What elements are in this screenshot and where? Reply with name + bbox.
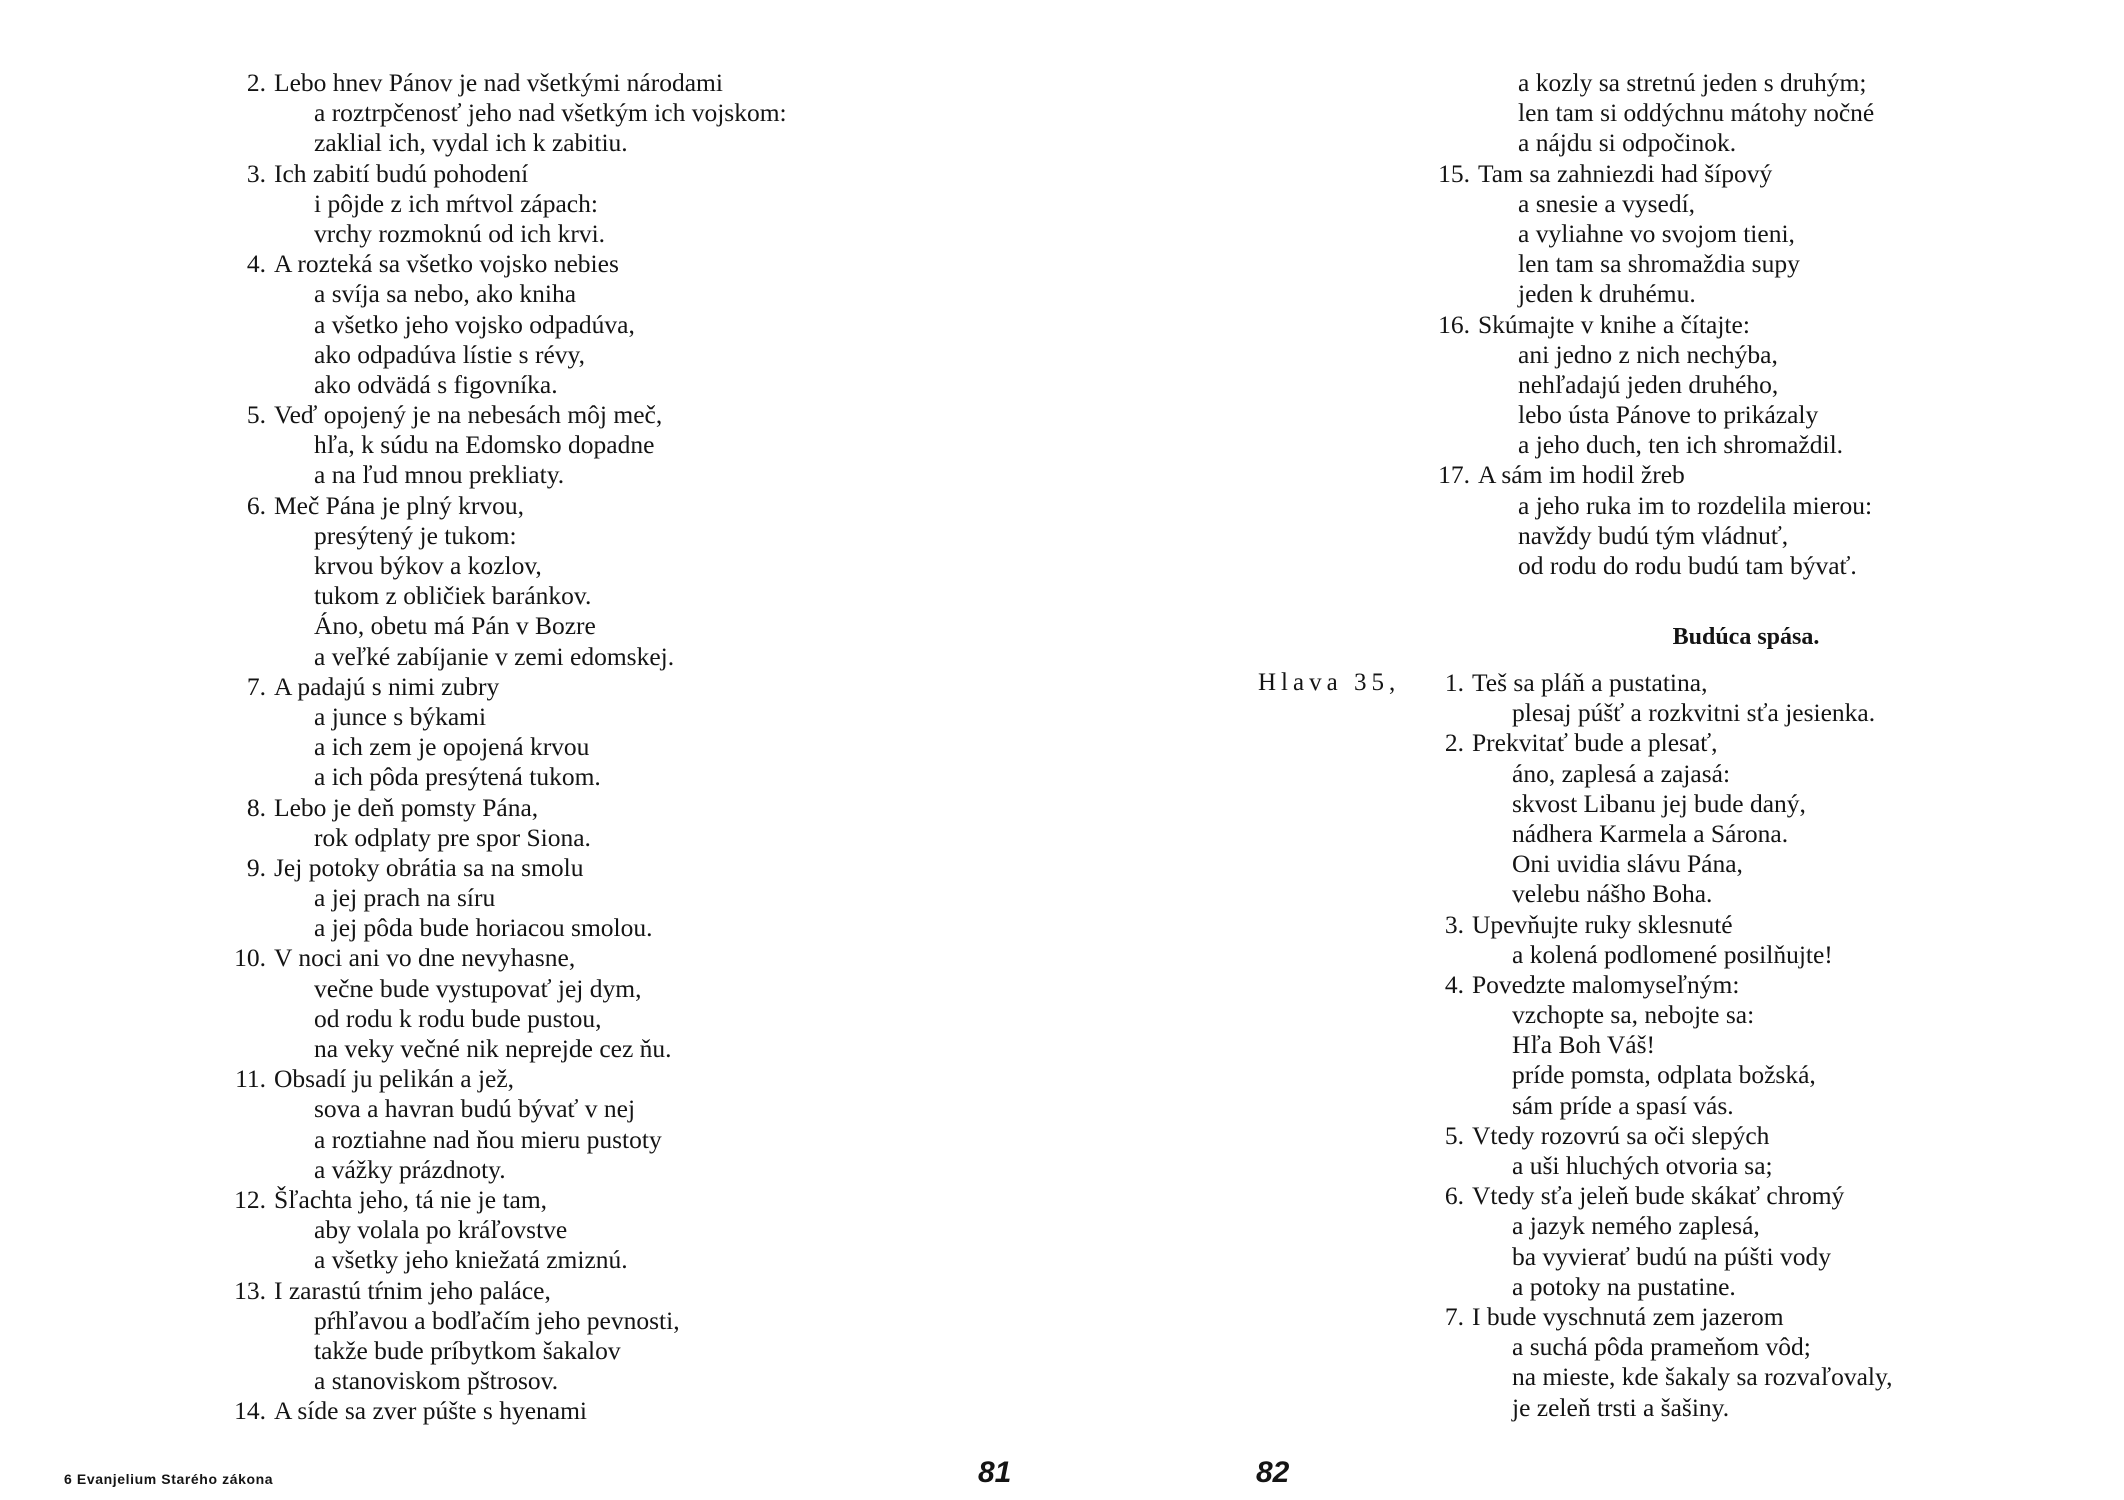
verse-line (226, 974, 1006, 1004)
verse-line (1430, 310, 1990, 340)
verse-text: Oni uvidia slávu Pána, (1512, 849, 1743, 879)
verse-line (1424, 1000, 2024, 1030)
verse-line (1430, 430, 1990, 460)
verse-text: ani jedno z nich nechýba, (1518, 339, 1778, 369)
verse-text: a ich zem je opojená krvou (314, 732, 590, 762)
verse-line (1424, 1060, 2024, 1090)
verse-line (226, 1366, 1006, 1396)
verse-number: 4. (246, 249, 266, 279)
verse-line (1430, 219, 1990, 249)
verse-text: a roztrpčenosť jeho nad všetkým ich vojskom: (314, 98, 787, 128)
verse-text: od rodu do rodu budú tam bývať. (1518, 551, 1857, 580)
verse-text: I bude vyschnutá zem jazerom (1472, 1301, 1784, 1331)
verse-line (1424, 728, 2024, 758)
verse-line (1424, 698, 2024, 728)
chapter-label: Hlava 35, (1258, 669, 1401, 696)
verse-text: a jeho ruka im to rozdelila mierou: (1518, 490, 1873, 520)
verse-line (1424, 1151, 2024, 1181)
verse-number (226, 340, 266, 370)
verse-text: nehľadajú jeden druhého, (1518, 369, 1779, 399)
verse-number (1424, 1362, 1464, 1392)
verse-line (1430, 400, 1990, 430)
verse-text: navždy budú tým vládnuť, (1518, 520, 1789, 550)
verse-text: aby volala po kráľovstve (314, 1215, 568, 1245)
verse-text: velebu nášho Boha. (1512, 879, 1713, 909)
verse-text: a na ľud mnou prekliaty. (314, 460, 565, 490)
verse-text: V noci ani vo dne nevyhasne, (274, 943, 576, 973)
verse-line (226, 68, 1006, 98)
verse-number (1430, 98, 1470, 128)
verse-text: Obsadí ju pelikán a jež, (274, 1064, 515, 1094)
verse-number: 14. (234, 1396, 266, 1426)
verse-number (226, 1125, 266, 1155)
verse-text: lebo ústa Pánove to prikázaly (1518, 400, 1819, 430)
verse-number (1424, 1272, 1464, 1302)
verse-line (226, 551, 1006, 581)
verse-text: Vtedy sťa jeleň bude skákať chromý (1472, 1181, 1845, 1211)
verse-line (226, 1094, 1006, 1124)
verse-number (1424, 1332, 1464, 1362)
verse-line (1424, 1332, 2024, 1362)
verse-text: krvou býkov a kozlov, (314, 551, 542, 580)
verse-text: jeden k druhému. (1518, 279, 1696, 309)
verse-text: skvost Libanu jej bude daný, (1512, 788, 1806, 818)
verse-text: sova a havran budú bývať v nej (314, 1094, 636, 1124)
verse-number (226, 460, 266, 490)
verse-line (226, 430, 1006, 460)
verse-number: 5. (1444, 1120, 1464, 1150)
verse-text: pŕhľavou a bodľačím jeho pevnosti, (314, 1305, 680, 1335)
verse-line (226, 853, 1006, 883)
verse-line (1424, 1393, 2024, 1423)
verse-number (1430, 551, 1470, 581)
verse-number (1430, 370, 1470, 400)
verse-line (226, 581, 1006, 611)
verse-number (1424, 1211, 1464, 1241)
page-number-left: 81 (978, 1456, 1012, 1489)
verse-text: a vyliahne vo svojom tieni, (1518, 218, 1795, 248)
verse-text: Lebo hnev Pánov je nad všetkými národami (274, 68, 723, 97)
verse-line (1424, 1181, 2024, 1211)
verse-line (1430, 128, 1990, 158)
verse-line (226, 1396, 1006, 1426)
verse-text: Veď opojený je na nebesách môj meč, (274, 400, 663, 430)
verse-text: takže bude príbytkom šakalov (314, 1335, 621, 1365)
verse-line (1424, 970, 2024, 1000)
verse-line (226, 1336, 1006, 1366)
verse-number (226, 1336, 266, 1366)
verse-text: a stanoviskom pštrosov. (314, 1366, 559, 1396)
verse-number (226, 1034, 266, 1064)
verse-line (1424, 910, 2024, 940)
verse-text: Prekvitať bude a plesať, (1472, 728, 1718, 758)
verse-number: 9. (246, 852, 266, 882)
verse-text: tukom z obličiek baránkov. (314, 581, 592, 611)
verse-line (226, 732, 1006, 762)
verse-text: nádhera Karmela a Sárona. (1512, 818, 1789, 848)
verse-text: a kolená podlomené posilňujte! (1512, 939, 1833, 969)
verse-text: Vtedy rozovrú sa oči slepých (1472, 1120, 1770, 1150)
verse-line (1424, 1030, 2024, 1060)
verse-line (1430, 491, 1990, 521)
verse-line (226, 249, 1006, 279)
verse-text: áno, zaplesá a zajasá: (1512, 758, 1731, 788)
verse-text: Tam sa zahniezdi had šípový (1478, 158, 1773, 188)
verse-text: A síde sa zver púšte s hyenami (274, 1396, 588, 1426)
verse-line (226, 642, 1006, 672)
verse-line (1424, 879, 2024, 909)
verse-line (1424, 668, 2024, 698)
verse-text: plesaj púšť a rozkvitni sťa jesienka. (1512, 698, 1876, 728)
verse-text: na mieste, kde šakaly sa rozvaľovaly, (1512, 1362, 1893, 1392)
verse-text: a vážky prázdnoty. (314, 1154, 506, 1184)
verse-number (226, 1004, 266, 1034)
verse-text: ako odvädá s figovníka. (314, 369, 558, 399)
verse-number (1430, 128, 1470, 158)
verse-text: a suchá pôda prameňom vôd; (1512, 1332, 1811, 1362)
verse-text: vrchy rozmoknú od ich krvi. (314, 218, 606, 248)
verse-line (226, 1125, 1006, 1155)
verse-number (226, 974, 266, 1004)
verse-number (1424, 1151, 1464, 1181)
verse-text: Šľachta jeho, tá nie je tam, (274, 1184, 548, 1214)
verse-number (226, 1215, 266, 1245)
verse-text: od rodu k rodu bude pustou, (314, 1003, 602, 1033)
verse-text: ba vyvierať budú na púšti vody (1512, 1241, 1831, 1271)
verse-line (226, 1185, 1006, 1215)
verse-text: Teš sa pláň a pustatina, (1472, 668, 1708, 697)
verse-text: Upevňujte ruky sklesnuté (1472, 909, 1733, 939)
verse-number: 7. (246, 671, 266, 701)
right-page-text-top (1430, 68, 1990, 581)
verse-number (1424, 1060, 1464, 1090)
verse-line (226, 1034, 1006, 1064)
verse-line (226, 310, 1006, 340)
verse-number (1424, 698, 1464, 728)
verse-text: sám príde a spasí vás. (1512, 1090, 1734, 1120)
verse-number: 3. (1444, 909, 1464, 939)
verse-number: 2. (246, 68, 266, 97)
verse-line (226, 279, 1006, 309)
verse-number (1424, 819, 1464, 849)
verse-text: hľa, k súdu na Edomsko dopadne (314, 430, 655, 460)
verse-text: len tam sa shromaždia supy (1518, 249, 1800, 279)
verse-number (1424, 849, 1464, 879)
verse-number (1424, 1091, 1464, 1121)
verse-line (226, 672, 1006, 702)
verse-number (1424, 789, 1464, 819)
verse-number (1424, 879, 1464, 909)
verse-text: zaklial ich, vydal ich k zabitiu. (314, 128, 628, 158)
verse-line (1430, 98, 1990, 128)
verse-text: a jeho duch, ten ich shromaždil. (1518, 430, 1844, 460)
verse-line (1424, 940, 2024, 970)
verse-line (1430, 189, 1990, 219)
verse-text: Meč Pána je plný krvou, (274, 490, 524, 520)
verse-line (1424, 1242, 2024, 1272)
verse-text: Lebo je deň pomsty Pána, (274, 792, 539, 822)
verse-number (1430, 430, 1470, 460)
verse-number (1430, 249, 1470, 279)
verse-text: a veľké zabíjanie v zemi edomskej. (314, 641, 675, 671)
verse-number: 6. (246, 490, 266, 520)
verse-text: večne bude vystupovať jej dym, (314, 973, 642, 1003)
verse-text: len tam si oddýchnu mátohy nočné (1518, 98, 1875, 128)
footer-note: 6 Evanjelium Starého zákona (64, 1471, 274, 1487)
verse-text: a všetko jeho vojsko odpadúva, (314, 309, 635, 339)
verse-line (226, 943, 1006, 973)
verse-number (226, 521, 266, 551)
verse-line (1424, 1362, 2024, 1392)
verse-number (1430, 521, 1470, 551)
verse-text: A padajú s nimi zubry (274, 671, 500, 701)
verse-number: 4. (1444, 969, 1464, 999)
verse-number: 7. (1444, 1301, 1464, 1331)
verse-text: vzchopte sa, nebojte sa: (1512, 1000, 1755, 1030)
verse-text: i pôjde z ich mŕtvol zápach: (314, 188, 598, 218)
verse-text: a ich pôda presýtená tukom. (314, 762, 601, 792)
verse-number (226, 883, 266, 913)
verse-text: a kozly sa stretnú jeden s druhým; (1518, 68, 1867, 97)
verse-number: 13. (234, 1275, 266, 1305)
verse-number (226, 1366, 266, 1396)
verse-number (226, 1306, 266, 1336)
verse-number (226, 823, 266, 853)
verse-number (226, 310, 266, 340)
verse-text: a svíja sa nebo, ako kniha (314, 279, 577, 309)
verse-text: rok odplaty pre spor Siona. (314, 822, 591, 852)
verse-line (1424, 819, 2024, 849)
verse-number (226, 98, 266, 128)
verse-line (226, 762, 1006, 792)
verse-line (226, 1245, 1006, 1275)
verse-line (1430, 340, 1990, 370)
verse-number (1430, 400, 1470, 430)
verse-text: A rozteká sa všetko vojsko nebies (274, 249, 619, 279)
verse-number: 16. (1438, 309, 1470, 339)
verse-text: Skúmajte v knihe a čítajte: (1478, 309, 1750, 339)
verse-line (226, 611, 1006, 641)
verse-text: na veky večné nik neprejde cez ňu. (314, 1034, 672, 1063)
verse-line (1430, 279, 1990, 309)
verse-text: a jazyk nemého zaplesá, (1512, 1211, 1760, 1241)
verse-number: 12. (234, 1184, 266, 1214)
verse-number (226, 1245, 266, 1275)
verse-number: 8. (246, 792, 266, 822)
verse-text: A sám im hodil žreb (1478, 460, 1685, 490)
verse-number (1430, 491, 1470, 521)
verse-line (226, 521, 1006, 551)
verse-number (1430, 189, 1470, 219)
verse-line (226, 1306, 1006, 1336)
verse-number: 5. (246, 400, 266, 430)
verse-text: a nájdu si odpočinok. (1518, 128, 1737, 158)
verse-number (226, 219, 266, 249)
verse-number (226, 642, 266, 672)
verse-line (226, 491, 1006, 521)
verse-line (226, 340, 1006, 370)
verse-line (1424, 789, 2024, 819)
verse-text: a všetky jeho kniežatá zmiznú. (314, 1245, 628, 1275)
verse-text: a roztiahne nad ňou mieru pustoty (314, 1124, 662, 1154)
verse-line (1424, 1272, 2024, 1302)
verse-number (1430, 340, 1470, 370)
verse-text: a junce s býkami (314, 701, 487, 731)
verse-text: presýtený je tukom: (314, 520, 517, 550)
verse-line (226, 460, 1006, 490)
verse-line (1430, 370, 1990, 400)
verse-number (226, 128, 266, 158)
verse-number: 3. (246, 158, 266, 188)
verse-line (1430, 551, 1990, 581)
verse-line (1424, 849, 2024, 879)
verse-line (226, 823, 1006, 853)
verse-line (226, 1276, 1006, 1306)
verse-number (1430, 68, 1470, 98)
verse-text: a uši hluchých otvoria sa; (1512, 1151, 1773, 1180)
verse-number (226, 279, 266, 309)
verse-number: 2. (1444, 728, 1464, 758)
verse-number (1424, 1000, 1464, 1030)
verse-line (226, 702, 1006, 732)
section-heading: Budúca spása. (1672, 624, 1820, 650)
verse-line (1424, 1302, 2024, 1332)
verse-text: príde pomsta, odplata božská, (1512, 1060, 1816, 1090)
verse-text: a potoky na pustatine. (1512, 1271, 1736, 1301)
verse-number: 17. (1438, 460, 1470, 490)
verse-line (1430, 460, 1990, 490)
verse-line (1430, 521, 1990, 551)
verse-line (1424, 759, 2024, 789)
left-page-text (226, 68, 1006, 1426)
verse-number (226, 913, 266, 943)
verse-line (1424, 1211, 2024, 1241)
verse-text: Hľa Boh Váš! (1512, 1030, 1656, 1060)
verse-line (1430, 68, 1990, 98)
verse-number (226, 430, 266, 460)
verse-number (226, 1155, 266, 1185)
verse-line (1424, 1121, 2024, 1151)
verse-line (226, 370, 1006, 400)
verse-number (226, 702, 266, 732)
verse-number (1424, 1242, 1464, 1272)
verse-number: 1. (1444, 668, 1464, 697)
verse-number (1430, 279, 1470, 309)
verse-text: Jej potoky obrátia sa na smolu (274, 852, 584, 882)
verse-number (226, 551, 266, 581)
verse-text: a snesie a vysedí, (1518, 188, 1696, 218)
verse-number (1430, 219, 1470, 249)
chapter-verses (1424, 668, 2024, 1423)
verse-line (226, 883, 1006, 913)
verse-line (226, 1004, 1006, 1034)
verse-number (1424, 940, 1464, 970)
verse-number: 15. (1438, 158, 1470, 188)
verse-number (226, 581, 266, 611)
verse-number: 10. (234, 943, 266, 973)
verse-number: 11. (235, 1064, 266, 1094)
verse-line (226, 1155, 1006, 1185)
verse-number (226, 1094, 266, 1124)
verse-number (226, 611, 266, 641)
verse-number (226, 189, 266, 219)
verse-text: a jej pôda bude horiacou smolou. (314, 913, 653, 943)
verse-text: Ich zabití budú pohodení (274, 158, 529, 188)
verse-line (226, 219, 1006, 249)
page-number-right: 82 (1256, 1456, 1290, 1489)
verse-number (1424, 1030, 1464, 1060)
verse-number (1424, 1393, 1464, 1423)
verse-line (226, 793, 1006, 823)
verse-line (226, 159, 1006, 189)
verse-line (1424, 1091, 2024, 1121)
verse-text: I zarastú tŕnim jeho paláce, (274, 1275, 551, 1305)
verse-text: Áno, obetu má Pán v Bozre (314, 611, 596, 641)
verse-number (226, 762, 266, 792)
verse-line (1430, 249, 1990, 279)
verse-line (226, 128, 1006, 158)
verse-line (226, 913, 1006, 943)
verse-line (226, 98, 1006, 128)
verse-line (226, 400, 1006, 430)
verse-text: ako odpadúva lístie s révy, (314, 339, 585, 369)
verse-number (226, 732, 266, 762)
verse-line (1430, 159, 1990, 189)
verse-text: a jej prach na síru (314, 883, 496, 913)
verse-number (226, 370, 266, 400)
verse-line (226, 1215, 1006, 1245)
verse-line (226, 189, 1006, 219)
verse-number: 6. (1444, 1181, 1464, 1211)
verse-text: je zeleň trsti a šašiny. (1512, 1392, 1730, 1422)
verse-text: Povedzte malomyseľným: (1472, 969, 1740, 999)
verse-number (1424, 759, 1464, 789)
verse-line (226, 1064, 1006, 1094)
